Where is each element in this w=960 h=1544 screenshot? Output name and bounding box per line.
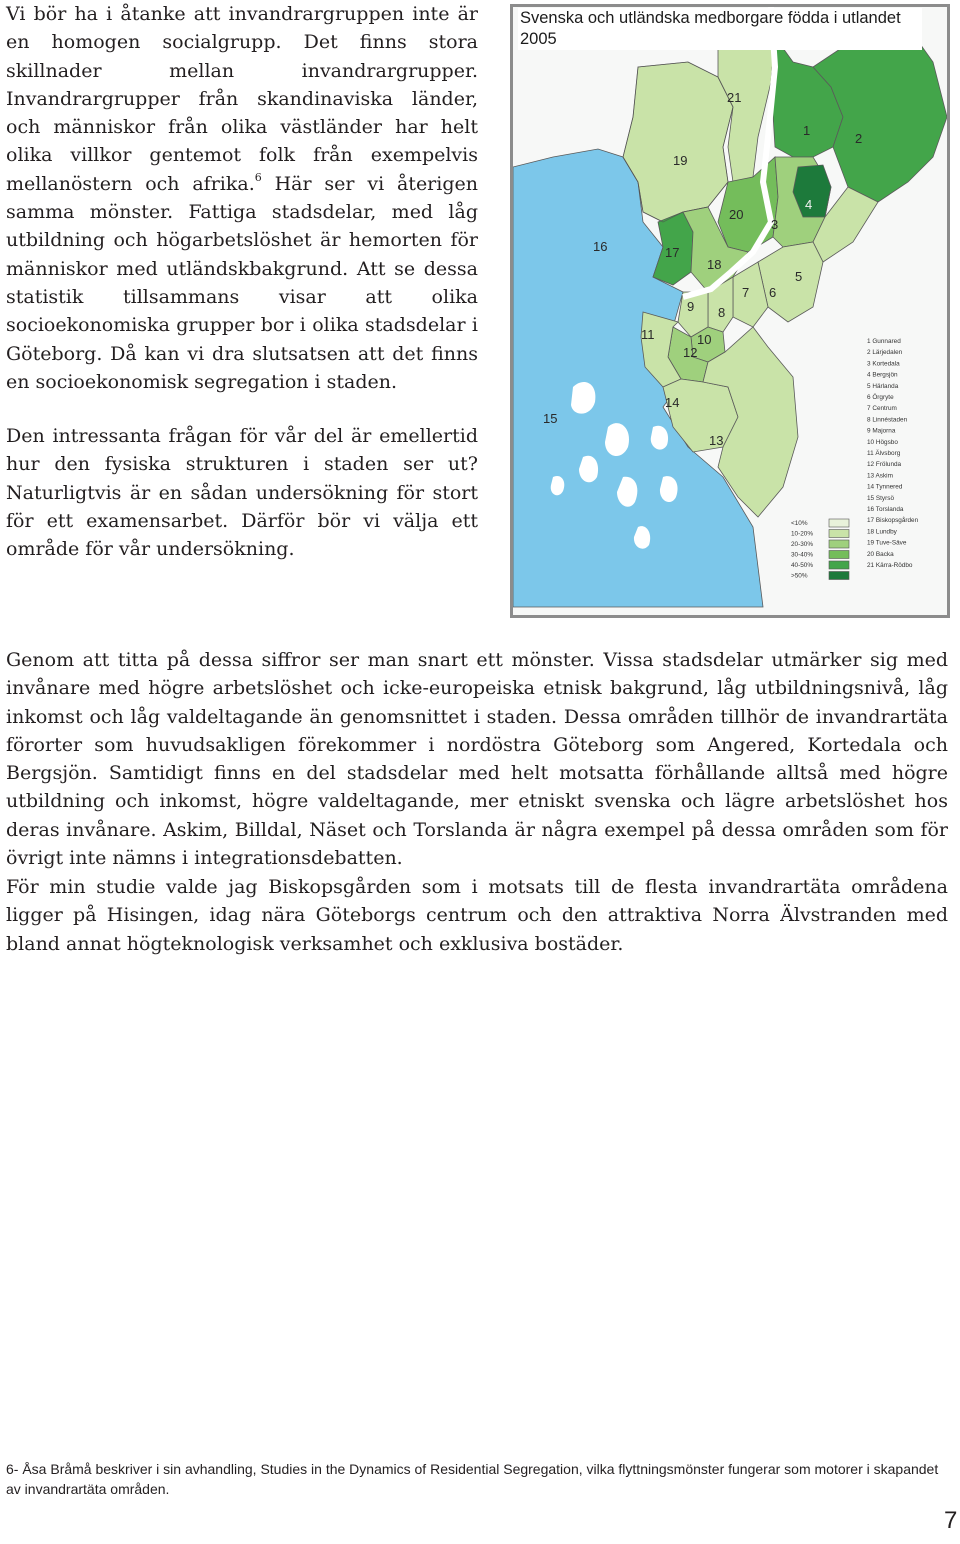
legend-swatch-5 bbox=[829, 561, 849, 569]
district-name-3: 3 Kortedala bbox=[867, 360, 900, 368]
district-name-16: 16 Torslanda bbox=[867, 506, 904, 513]
district-name-20: 20 Backa bbox=[867, 550, 894, 558]
paragraph-2: Den intressanta frågan för vår del är emellertid hur den fysiska strukturen i staden ser ut? Naturligtvis är en sådan undersökning för stort för ett examensarbet. Därför bör vi välja ett område för vår undersökning. bbox=[6, 425, 478, 561]
district-name-10: 10 Högsbo bbox=[867, 438, 898, 446]
footnote: 6- Åsa Bråmå beskriver i sin avhandling, Studies in the Dynamics of Residential Segregation, vilka flyttningsmönster fungerar som motorer i skapandet av invandrartäta områden. bbox=[6, 1461, 939, 1497]
paragraph-1 bbox=[6, 0, 478, 396]
district-name-19: 19 Tuve-Säve bbox=[867, 539, 907, 547]
label-12: 12 bbox=[683, 345, 698, 360]
district-name-15: 15 Styrsö bbox=[867, 494, 894, 502]
legend-swatch-2 bbox=[829, 530, 849, 538]
legend-swatch-1 bbox=[829, 519, 849, 527]
label-5: 5 bbox=[795, 269, 803, 284]
paragraph-3: Genom att titta på dessa siffror ser man snart ett mönster. Vissa stadsdelar utmärker sig med invånare med högre arbetslöshet och icke-europeiska etnisk bakgrund, låg utbildningsnivå, låg inkomst och låg valdeltagande än genomsnittet i staden. Dessa områden tillhör de invandrartäta förorter som huvudsakligen förekommer i nordöstra Göteborg som Angered, Kortedala och Bergsjön. Samtidigt finns en del stadsdelar med helt motsatta förhållande alltså med högre utbildning och inkomst, högre valdeltagande, mer etniskt svenska och lägre arbetslöshet hos deras invånare. Askim, Billdal, Näset och Torslanda är några exempel på dessa områden som för övrigt inte nämns i integrationsdebatten. bbox=[6, 649, 948, 870]
label-11: 11 bbox=[641, 327, 655, 342]
district-name-14: 14 Tynnered bbox=[867, 483, 903, 491]
district-name-11: 11 Älvsborg bbox=[867, 450, 901, 457]
district-name-6: 6 Örgryte bbox=[867, 394, 894, 401]
label-13: 13 bbox=[709, 433, 724, 448]
legend-label-5: 40-50% bbox=[791, 562, 814, 569]
legend-label-1: <10% bbox=[791, 520, 808, 527]
label-19: 19 bbox=[673, 153, 688, 168]
district-name-21: 21 Kärra-Rödbo bbox=[867, 562, 913, 569]
district-name-7: 7 Centrum bbox=[867, 405, 897, 413]
label-7: 7 bbox=[742, 285, 750, 300]
district-name-18: 18 Lundby bbox=[867, 528, 897, 536]
page-number: 7 bbox=[944, 1507, 958, 1534]
district-name-1: 1 Gunnared bbox=[867, 338, 901, 345]
label-3: 3 bbox=[771, 217, 779, 232]
label-18: 18 bbox=[707, 257, 722, 272]
label-17: 17 bbox=[665, 245, 680, 260]
legend-label-2: 10-20% bbox=[791, 530, 814, 538]
legend-label-3: 20-30% bbox=[791, 541, 814, 548]
label-16: 16 bbox=[593, 239, 608, 254]
district-name-17: 17 Biskopsgården bbox=[867, 517, 919, 525]
label-9: 9 bbox=[687, 299, 695, 314]
legend-swatch-4 bbox=[829, 551, 849, 559]
district-name-5: 5 Härlanda bbox=[867, 382, 899, 390]
label-4: 4 bbox=[805, 197, 813, 212]
label-20: 20 bbox=[729, 207, 744, 222]
district-name-12: 12 Frölunda bbox=[867, 461, 902, 469]
district-name-9: 9 Majorna bbox=[867, 427, 896, 435]
left-column bbox=[6, 0, 478, 564]
district-name-4: 4 Bergsjön bbox=[867, 371, 898, 379]
district-name-13: 13 Askim bbox=[867, 472, 893, 480]
figure-title: Svenska och utländska medborgare födda i utlandet 2005 bbox=[518, 8, 922, 50]
label-2: 2 bbox=[855, 131, 863, 146]
label-1: 1 bbox=[803, 123, 811, 138]
map-figure bbox=[510, 4, 950, 618]
district-map bbox=[513, 7, 947, 615]
label-15: 15 bbox=[543, 411, 558, 426]
paragraph-4: För min studie valde jag Biskopsgården som i motsats till de flesta invandrartäta områdena ligger på Hisingen, idag nära Göteborgs centrum och den attraktiva Norra Älvstranden med bland annat högteknologisk verksamhet och exklusiva bostäder. bbox=[6, 876, 948, 955]
legend-label-4: 30-40% bbox=[791, 551, 814, 559]
legend-swatch-3 bbox=[829, 540, 849, 548]
label-21: 21 bbox=[727, 90, 742, 105]
label-10: 10 bbox=[697, 332, 712, 347]
footnote-ref[interactable]: 6 bbox=[254, 171, 262, 185]
district-name-2: 2 Lärjedalen bbox=[867, 349, 903, 357]
district-name-8: 8 Linnéstaden bbox=[867, 416, 908, 424]
label-8: 8 bbox=[718, 305, 726, 320]
label-6: 6 bbox=[769, 285, 777, 300]
legend-swatch-6 bbox=[829, 572, 849, 580]
paragraph-1-text-b: Här ser vi återigen samma mönster. Fattiga stadsdelar, med låg utbildning och högarbetslöshet är hemorten för människor med utländskbakgrund. Att se dessa statistik tillsammans visar att olika socioekonomiska grupper bor i olika stadsdelar i Göteborg. Då kan vi dra slutsatsen att det finns en socioekonomisk segregation i staden. bbox=[6, 172, 478, 393]
paragraph-1-text-a: Vi bör ha i åtanke att invandrargruppen inte är en homogen socialgrupp. Det finns stora skillnader mellan invandrargrupper. Invandrargrupper från skandinaviska länder, och människor från olika västländer har helt olika villkor gentemot folk från exempelvis mellanöstern och afrika. bbox=[6, 3, 478, 195]
legend-label-6: >50% bbox=[791, 572, 808, 580]
label-14: 14 bbox=[665, 395, 680, 410]
